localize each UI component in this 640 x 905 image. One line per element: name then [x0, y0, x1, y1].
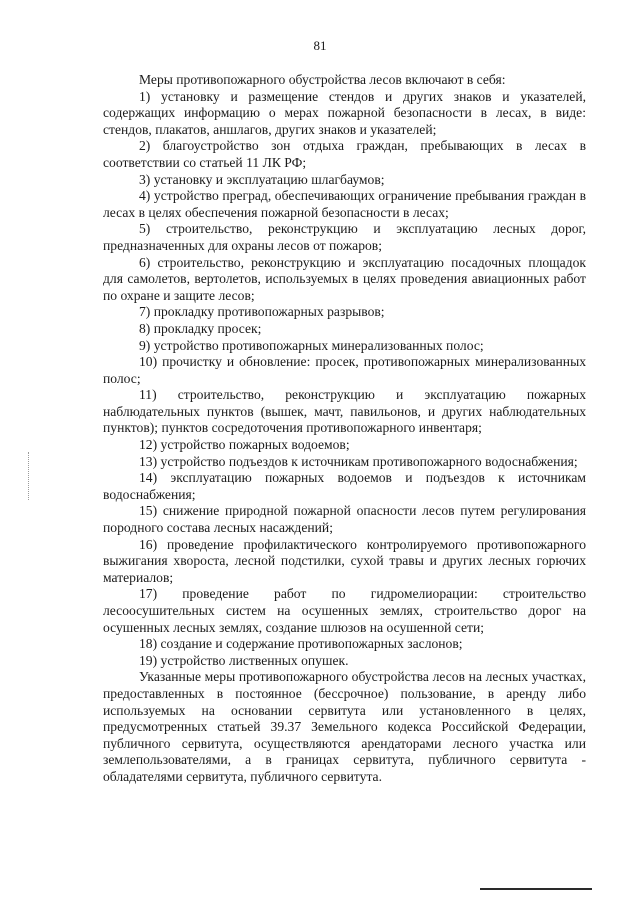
- list-item: 14) эксплуатацию пожарных водоемов и подъездов к источникам водоснабжения;: [103, 470, 586, 502]
- closing-paragraph: Указанные меры противопожарного обустройства лесов на лесных участках, предоставленных в постоянное (бессрочное) пользование, в аренду либо используемых на основании сервитута или установленного в целях, предусмотренных статьей 39.37 Земельного кодекса Российской Федерации, публичного сервитута, осуществляются арендаторами лесного участка или землепользователями, а в границах сервитута, публичного сервитута - обладателями сервитута, публичного сервитута.: [103, 669, 586, 784]
- list-item: 9) устройство противопожарных минерализованных полос;: [139, 337, 484, 353]
- intro-paragraph: Меры противопожарного обустройства лесов включают в себя:: [139, 72, 506, 87]
- list-item: 16) проведение профилактического контролируемого противопожарного выжигания хвороста, лесной подстилки, сухой травы и других лесных горючих материалов;: [103, 536, 586, 585]
- document-body: [103, 72, 586, 786]
- list-item: 19) устройство лиственных опушек.: [139, 652, 349, 668]
- list-item: 4) устройство преград, обеспечивающих ограничение пребывания граждан в лесах в целях обеспечения пожарной безопасности в лесах;: [103, 188, 586, 220]
- list-item: 6) строительство, реконструкцию и эксплуатацию посадочных площадок для самолетов, вертолетов, используемых в целях проведения авиационных работ по охране и защите лесов;: [103, 254, 586, 303]
- list-item: 12) устройство пожарных водоемов;: [139, 437, 350, 453]
- list-item: 18) создание и содержание противопожарных заслонов;: [139, 636, 463, 652]
- bottom-rule-line: [480, 888, 592, 890]
- list-item: 13) устройство подъездов к источникам противопожарного водоснабжения;: [139, 453, 578, 469]
- list-item: 15) снижение природной пожарной опасности лесов путем регулирования породного состава лесных насаждений;: [103, 503, 586, 536]
- list-item: 3) установку и эксплуатацию шлагбаумов;: [139, 171, 385, 187]
- list-item: 2) благоустройство зон отдыха граждан, пребывающих в лесах в соответствии со статьей 11 ЛК РФ;: [103, 138, 586, 170]
- list-item: 7) прокладку противопожарных разрывов;: [139, 304, 385, 320]
- list-item: 10) прочистку и обновление: просек, противопожарных минерализованных полос;: [103, 354, 586, 386]
- page-number: 81: [313, 38, 327, 53]
- list-item: 8) прокладку просек;: [139, 320, 262, 336]
- list-item: 11) строительство, реконструкцию и эксплуатацию пожарных наблюдательных пунктов (вышек, мачт, павильонов, и других наблюдательных пунктов); пунктов сосредоточения противопожарного инвентаря;: [103, 387, 586, 436]
- list-item: 1) установку и размещение стендов и других знаков и указателей, содержащих информацию о мерах пожарной безопасности в лесах, в виде: стендов, плакатов, аншлагов, других знаков и указателей;: [103, 88, 586, 137]
- list-item: 17) проведение работ по гидромелиорации: строительство лесоосушительных систем на осушенных землях, строительство дорог на осушенных лесных землях, создание шлюзов на осушенной сети;: [103, 586, 586, 635]
- scan-margin-marks: [28, 452, 31, 500]
- list-item: 5) строительство, реконструкцию и эксплуатацию лесных дорог, предназначенных для охраны лесов от пожаров;: [103, 221, 586, 253]
